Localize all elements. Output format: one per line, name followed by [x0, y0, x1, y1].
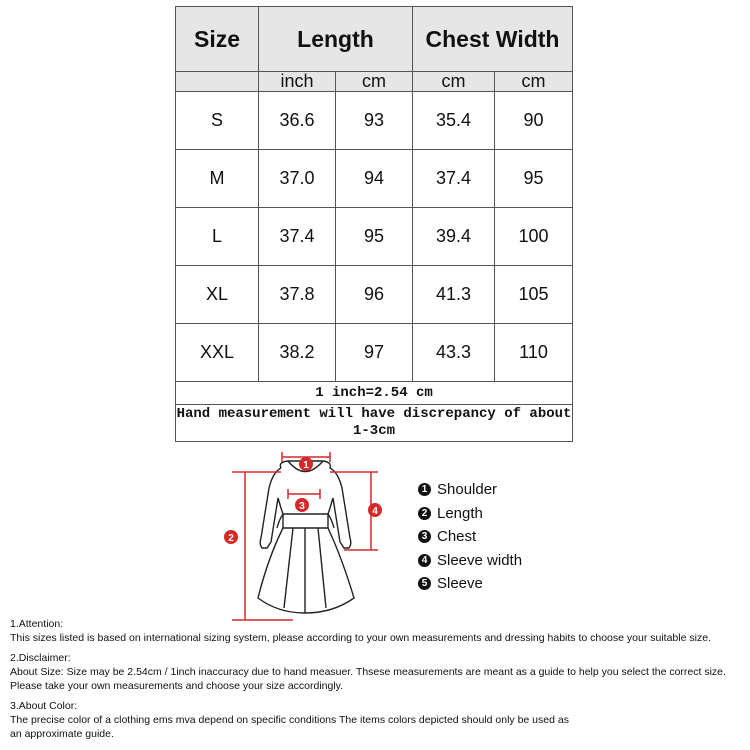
length-inch-cell: 37.4 [259, 208, 336, 266]
svg-text:1: 1 [303, 460, 309, 471]
number-badge-icon: 1 [418, 483, 431, 496]
legend-label: Sleeve [437, 575, 483, 593]
attention-title: 1.Attention: [10, 618, 64, 630]
svg-text:3: 3 [299, 501, 305, 512]
legend-label: Chest [437, 528, 477, 546]
color-text: The precise color of a clothing ems mva depend on specific conditions The items colors depicted should only be used as [10, 714, 569, 726]
size-cell: XXL [176, 324, 259, 382]
measurement-legend [418, 478, 522, 596]
legend-item [418, 478, 522, 502]
header-row [176, 7, 573, 72]
discrepancy-note-row [176, 405, 573, 442]
length-inch-cell: 37.0 [259, 150, 336, 208]
legend-item [418, 525, 522, 549]
table-row [176, 150, 573, 208]
svg-text:2: 2 [228, 533, 234, 544]
chest-cm-cell: 110 [495, 324, 573, 382]
chest-cell: 41.3 [413, 266, 495, 324]
table-row [176, 266, 573, 324]
chest-cell: 39.4 [413, 208, 495, 266]
units-row [176, 72, 573, 92]
color-title: 3.About Color: [10, 700, 78, 712]
length-cm-cell: 97 [336, 324, 413, 382]
chest-cell: 43.3 [413, 324, 495, 382]
chest-cm-cell: 105 [495, 266, 573, 324]
dress-illustration-icon [218, 448, 388, 623]
disclaimer-text: About Size: Size may be 2.54cm / 1inch inaccuracy due to hand measuer. Thsese measurements are meant as a guide to help you select the correct size. [10, 666, 726, 678]
unit-cell [176, 72, 259, 92]
number-badge-icon: 5 [418, 577, 431, 590]
size-cell: S [176, 92, 259, 150]
legend-item [418, 572, 522, 596]
legend-label: Shoulder [437, 481, 498, 499]
legend-item [418, 549, 522, 573]
number-badge-icon: 2 [418, 507, 431, 520]
attention-text: This sizes listed is based on international sizing system, please according to your own measurements and dressing habits to choose your suitable size. [10, 632, 711, 644]
notes-section [10, 617, 750, 741]
length-cm-cell: 95 [336, 208, 413, 266]
discrepancy-note: Hand measurement will have discrepancy of about 1-3cm [176, 405, 573, 442]
color-text: an approximate guide. [10, 728, 114, 740]
legend-label: Length [437, 504, 483, 522]
table-row [176, 208, 573, 266]
unit-cell: cm [495, 72, 573, 92]
disclaimer-title: 2.Disclaimer: [10, 652, 71, 664]
size-cell: L [176, 208, 259, 266]
size-cell: M [176, 150, 259, 208]
table-row [176, 324, 573, 382]
chest-cm-cell: 100 [495, 208, 573, 266]
length-inch-cell: 36.6 [259, 92, 336, 150]
dress-measurement-diagram [218, 448, 388, 623]
unit-cell: cm [336, 72, 413, 92]
conversion-note-row [176, 382, 573, 405]
header-chest-width: Chest Width [413, 7, 573, 72]
length-inch-cell: 37.8 [259, 266, 336, 324]
chest-cell: 35.4 [413, 92, 495, 150]
number-badge-icon: 3 [418, 530, 431, 543]
legend-item [418, 502, 522, 526]
chest-cm-cell: 95 [495, 150, 573, 208]
chest-cell: 37.4 [413, 150, 495, 208]
number-badge-icon: 4 [418, 554, 431, 567]
length-cm-cell: 94 [336, 150, 413, 208]
length-inch-cell: 38.2 [259, 324, 336, 382]
disclaimer-text: Please take your own measurements and choose your size accordingly. [10, 680, 344, 692]
length-cm-cell: 96 [336, 266, 413, 324]
legend-label: Sleeve width [437, 551, 523, 569]
size-cell: XL [176, 266, 259, 324]
unit-cell: cm [413, 72, 495, 92]
size-chart-table [175, 6, 573, 442]
table-row [176, 92, 573, 150]
svg-text:4: 4 [372, 506, 378, 517]
conversion-note: 1 inch=2.54 cm [176, 382, 573, 405]
header-size: Size [176, 7, 259, 72]
length-cm-cell: 93 [336, 92, 413, 150]
chest-cm-cell: 90 [495, 92, 573, 150]
unit-cell: inch [259, 72, 336, 92]
header-length: Length [259, 7, 413, 72]
